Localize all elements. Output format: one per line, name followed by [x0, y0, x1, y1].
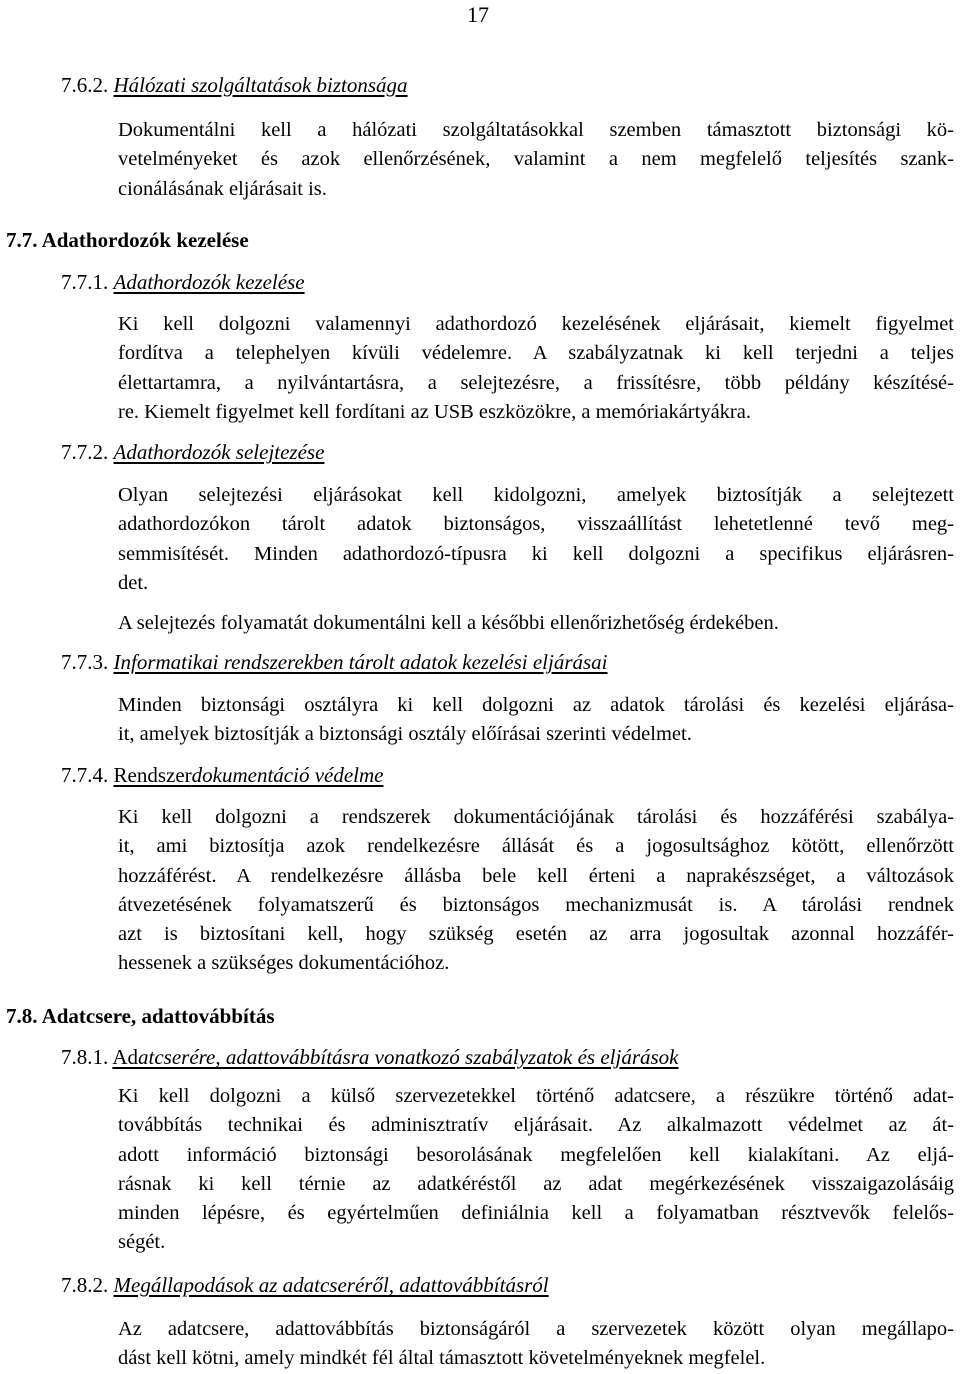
text-line: it, ami biztosítja azok rendelkezésre állását és a jogosultsághoz kötött, ellenőrzött — [118, 835, 954, 858]
subsection-number: 7.7.2. — [61, 440, 109, 464]
section-heading-7-8: 7.8. Adatcsere, adattovábbítás — [6, 1004, 275, 1028]
text-line: adathordozókon tárolt adatok biztonságos, visszaállítást lehetetlenné tevő meg- — [118, 513, 954, 536]
paragraph-7-7-3 — [118, 691, 954, 750]
text-line: átvezetésének folyamatszerű és biztonságos mechanizmusát is. A tárolási rendnek — [118, 893, 954, 916]
subsection-title-italic: atcserére, adattovábbításra vonatkozó szabályzatok és eljárások — [138, 1045, 679, 1069]
text-line: Az adatcsere, adattovábbítás biztonságáról a szervezetek között olyan megállapo- — [118, 1318, 954, 1340]
subsection-title: Megállapodások az adatcseréről, adattovábbításról — [113, 1273, 549, 1297]
text-line: rásnak ki kell térnie az adatkéréstől az adat megérkezésének visszaigazolásáig — [118, 1172, 954, 1195]
text-line: ségét. — [118, 1231, 166, 1254]
subsection-7-7-3 — [61, 650, 608, 675]
text-line: Ki kell dolgozni a külső szervezetekkel történő adatcsere, a részükre történő adat- — [118, 1085, 954, 1107]
subsection-number: 7.7.4. — [61, 763, 109, 787]
paragraph-7-8-1 — [118, 1082, 954, 1258]
text-line: Ki kell dolgozni a rendszerek dokumentációjának tárolási és hozzáférési szabálya- — [118, 806, 954, 828]
text-line: A selejtezés folyamatát dokumentálni kell a későbbi ellenőrizhetőség érdekében. — [118, 612, 779, 634]
subsection-title-plain: Rendszer — [113, 763, 192, 787]
text-line: Ki kell dolgozni valamennyi adathordozó kezelésének eljárásait, kiemelt figyelmet — [118, 313, 954, 335]
text-line: Dokumentálni kell a hálózati szolgáltatásokkal szemben támasztott biztonsági kö- — [118, 119, 954, 141]
paragraph-7-8-2 — [118, 1315, 954, 1374]
subsection-7-6-2 — [61, 73, 408, 98]
subsection-number: 7.7.3. — [61, 650, 109, 674]
subsection-title: Adathordozók kezelése — [113, 270, 305, 294]
paragraph-7-7-1 — [118, 310, 954, 427]
subsection-title-italic: dokumentáció védelme — [191, 763, 384, 787]
subsection-number: 7.7.1. — [61, 270, 109, 294]
subsection-7-7-4 — [61, 763, 383, 788]
subsection-number: 7.6.2. — [61, 73, 109, 97]
paragraph-7-6-2 — [118, 116, 954, 204]
text-line: hozzáférést. A rendelkezésre állásba bele kell érteni a naprakészséget, a változások — [118, 864, 954, 887]
section-heading-7-7: 7.7. Adathordozók kezelése — [6, 228, 249, 252]
text-line: vetelményeket és azok ellenőrzésének, valamint a nem megfelelő teljesítés szank- — [118, 148, 954, 171]
page-number: 17 — [467, 2, 489, 27]
text-line: it, amelyek biztosítják a biztonsági osztály előírásai szerinti védelmet. — [118, 723, 692, 746]
text-line: re. Kiemelt figyelmet kell fordítani az USB eszközökre, a memóriakártyákra. — [118, 400, 751, 423]
text-line: cionálásának eljárásait is. — [118, 177, 327, 200]
text-line: dást kell kötni, amely mindkét fél által támasztott követelményeknek megfelel. — [118, 1347, 766, 1370]
subsection-7-7-2 — [61, 440, 324, 465]
subsection-7-8-2 — [61, 1273, 549, 1298]
text-line: élettartamra, a nyilvántartásra, a selejtezésre, a frissítésre, több példány készítésé- — [118, 371, 954, 394]
text-line: fordítva a telephelyen kívüli védelemre. A szabályzatnak ki kell terjedni a teljes — [118, 342, 954, 365]
text-line: semmisítését. Minden adathordozó-típusra ki kell dolgozni a specifikus eljárásren- — [118, 542, 954, 565]
text-line: det. — [118, 571, 149, 594]
paragraph-7-7-4 — [118, 803, 954, 979]
subsection-7-8-1 — [61, 1045, 679, 1070]
subsection-number: 7.8.1. — [61, 1045, 109, 1069]
subsection-title: Hálózati szolgáltatások biztonsága — [113, 73, 408, 97]
subsection-title: Informatikai rendszerekben tárolt adatok kezelési eljárásai — [113, 650, 608, 674]
text-line: hessenek a szükséges dokumentációhoz. — [118, 952, 450, 975]
text-line: azt is biztosítani kell, hogy szükség esetén az arra jogosultak azonnal hozzáfér- — [118, 923, 954, 946]
paragraph-7-7-2a — [118, 481, 954, 598]
text-line: minden lépésre, és egyértelműen definiálnia kell a folyamatban résztvevők felelős- — [118, 1202, 954, 1225]
subsection-7-7-1 — [61, 270, 305, 295]
subsection-number: 7.8.2. — [61, 1273, 109, 1297]
text-line: adott információ biztonsági besorolásának megfelelően kell kialakítani. Az eljá- — [118, 1143, 954, 1166]
subsection-title: Adathordozók selejtezése — [113, 440, 325, 464]
text-line: továbbítás technikai és adminisztratív eljárásait. Az alkalmazott védelmet az át- — [118, 1114, 954, 1137]
subsection-title-plain: Ad — [112, 1045, 139, 1069]
paragraph-7-7-2b — [118, 609, 954, 638]
text-line: Minden biztonsági osztályra ki kell dolgozni az adatok tárolási és kezelési eljárása- — [118, 694, 954, 716]
text-line: Olyan selejtezési eljárásokat kell kidolgozni, amelyek biztosítják a selejtezett — [118, 484, 954, 506]
